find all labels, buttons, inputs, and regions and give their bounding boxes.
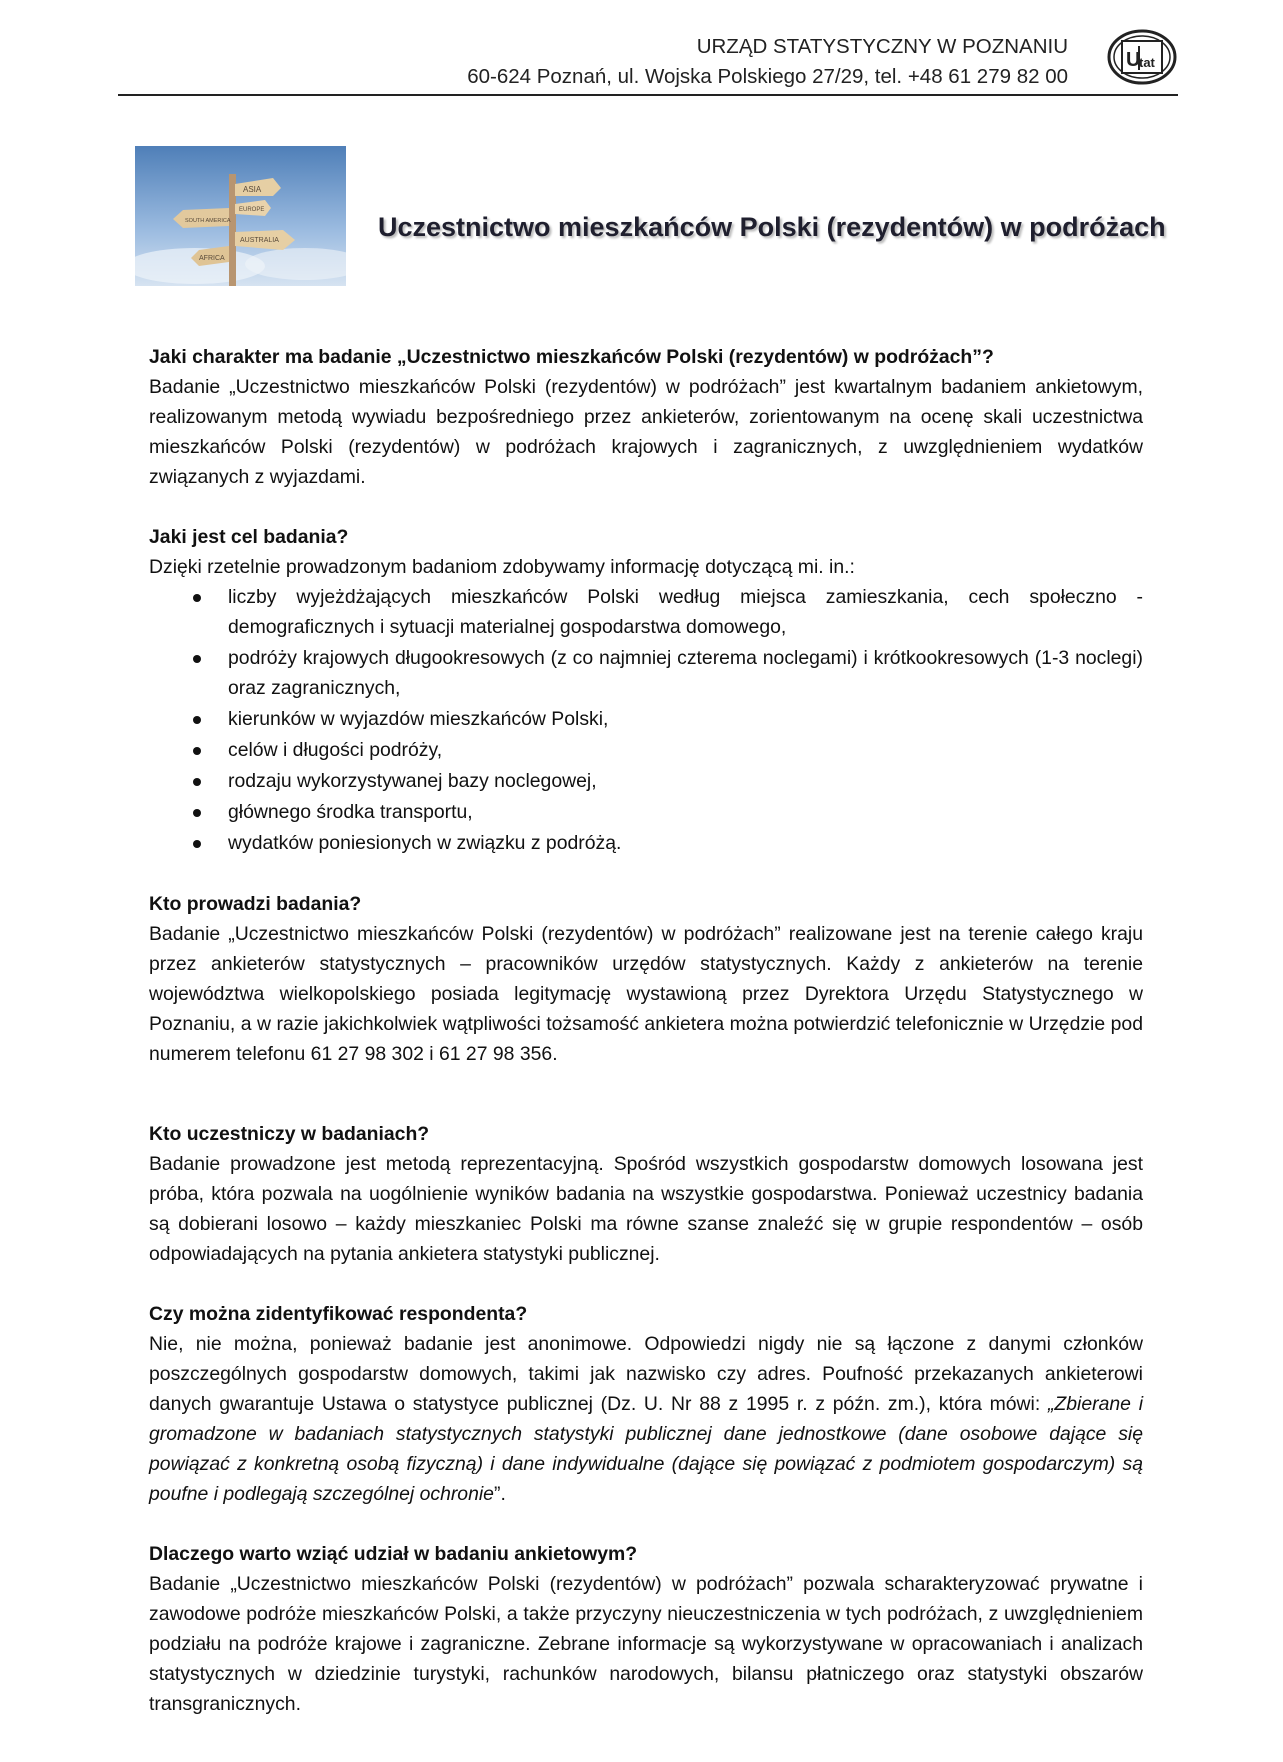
section-text: Badanie prowadzone jest metodą reprezentacyjną. Spośród wszystkich gospodarstw domowych losowana jest próba, która pozwala na uogólnienie wyników badania na wszystkie gospodarstwa. Ponieważ uczestnicy badania są dobierani losowo – każdy mieszkaniec Polski ma równe szanse znaleźć się w grupie respondentów – osób odpowiadających na pytania ankietera statystyki publicznej. (149, 1153, 1143, 1265)
org-address: 60-624 Poznań, ul. Wojska Polskiego 27/29, tel. +48 61 279 82 00 (467, 65, 1068, 88)
signpost-africa: AFRICA (199, 255, 225, 262)
section-text (149, 1329, 1143, 1509)
signpost-image (135, 146, 346, 286)
section-participants (149, 1119, 1143, 1269)
anonymity-text: Nie, nie można, ponieważ badanie jest anonimowe. Odpowiedzi nigdy nie są łączone z danymi członków poszczególnych gospodarstw domowych, takimi jak nazwisko czy adres. Poufność przekazanych ankieterowi danych gwarantuje Ustawa o statystyce publicznej (Dz. U. Nr 88 z 1995 r. z późn. zm.), która mówi: (149, 1333, 1143, 1415)
section-text: Badanie „Uczestnictwo mieszkańców Polski (rezydentów) w podróżach” jest kwartalnym badaniem ankietowym, realizowanym metodą wywiadu bezpośredniego przez ankieterów, zorientowanym na ocenę skali uczestnictwa mieszkańców Polski (rezydentów) w podróżach krajowych i zagranicznych, z uwzględnieniem wydatków związanych z wyjazdami. (149, 376, 1143, 488)
list-item: głównego środka transportu, (149, 797, 1143, 827)
list-item: wydatków poniesionych w związku z podróżą. (149, 828, 1143, 858)
signpost-asia: ASIA (243, 185, 262, 194)
svg-text:U: U (1126, 49, 1141, 71)
section-text: Dzięki rzetelnie prowadzonym badaniom zdobywamy informację dotyczącą mi. in.: (149, 556, 855, 578)
section-heading: Kto uczestniczy w badaniach? (149, 1123, 430, 1145)
section-text: Badanie „Uczestnictwo mieszkańców Polski (rezydentów) w podróżach” realizowane jest na terenie całego kraju przez ankieterów statystycznych – pracowników urzędów statystycznych. Każdy z ankieterów na terenie województwa wielkopolskiego posiada legitymację wystawioną przez Dyrektora Urzędu Statystycznego w Poznaniu, a w razie jakichkolwiek wątpliwości tożsamość ankietera można potwierdzić telefonicznie w Urzędzie pod numerem telefonu 61 27 98 302 i 61 27 98 356. (149, 923, 1143, 1065)
goal-bullet-list (149, 582, 1143, 858)
signpost-australia: AUSTRALIA (240, 237, 279, 244)
list-item: podróży krajowych długookresowych (z co najmniej czterema noclegami) i krótkookresowych (1-3 noclegi) oraz zagranicznych, (149, 643, 1143, 703)
svg-text:tat: tat (1139, 55, 1155, 70)
document-title: Uczestnictwo mieszkańców Polski (rezydentów) w podróżach (378, 212, 1166, 242)
section-character (149, 342, 1143, 492)
ustat-logo (1106, 28, 1178, 86)
section-who-conducts (149, 889, 1143, 1069)
section-anonymity (149, 1299, 1143, 1509)
list-item: rodzaju wykorzystywanej bazy noclegowej, (149, 766, 1143, 796)
law-quote: „Zbierane i gromadzone w badaniach statystycznych statystyki publicznej dane jednostkowe (dane osobowe dające się powiązać z konkretną osobą fizyczną) i dane indywidualne (dające się powiązać z podmiotem gospodarczym) są poufne i podlegają szczególnej ochronie (149, 1393, 1143, 1505)
signpost-south-america: SOUTH AMERICA (185, 218, 231, 224)
org-name: URZĄD STATYSTYCZNY W POZNANIU (696, 35, 1068, 58)
section-why-participate (149, 1539, 1143, 1719)
section-heading: Dlaczego warto wziąć udział w badaniu ankietowym? (149, 1543, 638, 1565)
letterhead (118, 28, 1178, 96)
org-block (467, 32, 1068, 92)
list-item: celów i długości podróży, (149, 735, 1143, 765)
section-goal (149, 522, 1143, 858)
list-item: kierunków w wyjazdów mieszkańców Polski, (149, 704, 1143, 734)
quote-end: ”. (493, 1483, 506, 1505)
section-heading: Kto prowadzi badania? (149, 893, 362, 915)
section-text: Badanie „Uczestnictwo mieszkańców Polski (rezydentów) w podróżach” pozwala scharakteryzować prywatne i zawodowe podróże mieszkańców Polski, a także przyczyny nieuczestniczenia w tych podróżach, z uwzględnieniem podziału na podróże krajowe i zagraniczne. Zebrane informacje są wykorzystywane w opracowaniach i analizach statystycznych w dziedzinie turystyki, rachunków narodowych, bilansu płatniczego oraz statystyki obszarów transgranicznych. (149, 1573, 1143, 1715)
section-heading: Jaki jest cel badania? (149, 526, 349, 548)
list-item: liczby wyjeżdżających mieszkańców Polski według miejsca zamieszkania, cech społeczno -demograficznych i sytuacji materialnej gospodarstwa domowego, (149, 582, 1143, 642)
document-body (149, 342, 1143, 1719)
section-heading: Czy można zidentyfikować respondenta? (149, 1303, 528, 1325)
section-heading: Jaki charakter ma badanie „Uczestnictwo mieszkańców Polski (rezydentów) w podróżach”? (149, 346, 994, 368)
signpost-europe: EUROPE (239, 207, 265, 213)
